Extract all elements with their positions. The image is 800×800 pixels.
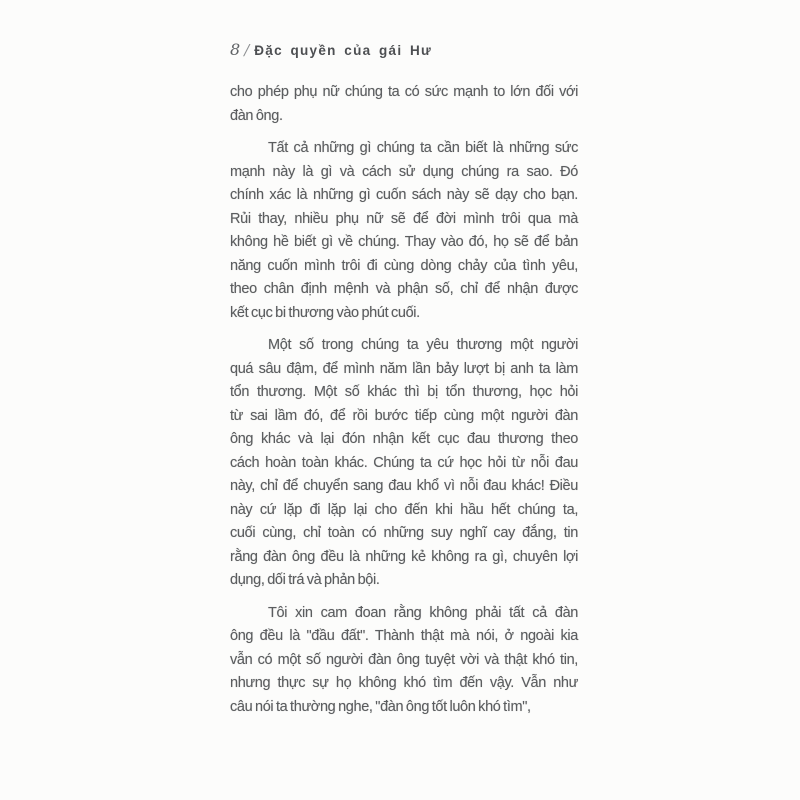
text-line: dụng, dối trá và phản bội. (230, 572, 380, 588)
text-line: Rủi thay, nhiều phụ nữ sẽ để đời mình trôi qua mà (230, 210, 578, 227)
page-header (230, 40, 432, 60)
text-line: Tất cả những gì chúng ta cần biết là những sức (268, 140, 578, 156)
text-line: năng cuốn mình trôi đi cùng dòng chảy của tình yêu, (230, 257, 578, 274)
text-line: ông khác và lại đón nhận kết cục đau thương theo (230, 431, 578, 447)
text-column (230, 81, 578, 728)
text-line: Một số trong chúng ta yêu thương một người (268, 337, 578, 353)
text-line: quá sâu đậm, để mình năm lần bảy lượt bị anh ta làm (230, 360, 578, 377)
text-line: này, chỉ để chuyển sang đau khổ vì nỗi đau khác! Điều (230, 478, 578, 494)
paragraph (230, 602, 578, 720)
text-line: câu nói ta thường nghe, "đàn ông tốt luôn khó tìm", (230, 698, 531, 715)
text-line: cuối cùng, chỉ toàn có những suy nghĩ cay đắng, tin (230, 525, 578, 541)
text-line: không hề biết gì về chúng. Thay vào đó, họ sẽ để bản (230, 234, 578, 250)
text-line: chính xác là những gì cuốn sách này sẽ dạy cho bạn. (230, 187, 578, 203)
book-title: Đặc quyền của gái Hư (254, 43, 433, 58)
text-line: tổn thương. Một số khác thì bị tổn thương, học hỏi (230, 384, 578, 400)
page-number: 8 (230, 40, 241, 59)
text-line: mạnh này là gì và cách sử dụng chúng ra sao. Đó (230, 163, 578, 180)
text-line: Tôi xin cam đoan rằng không phải tất cả đàn (268, 604, 578, 621)
text-line: cho phép phụ nữ chúng ta có sức mạnh to lớn đối với (230, 84, 578, 100)
text-line: đàn ông. (230, 107, 283, 124)
text-line: kết cục bi thương vào phút cuối. (230, 304, 420, 321)
header-separator: / (244, 41, 250, 59)
paragraph (230, 137, 578, 325)
paragraph (230, 81, 578, 128)
paragraph (230, 334, 578, 593)
text-line: ông đều là "đầu đất". Thành thật mà nói, ở ngoài kia (230, 628, 578, 644)
text-line: nhưng thực sự họ không khó tìm đến vậy. Vẫn như (230, 675, 578, 691)
text-line: từ sai lầm đó, để rồi bước tiếp cùng một người đàn (230, 407, 578, 424)
text-line: cách hoàn toàn khác. Chúng ta cứ học hỏi từ nỗi đau (230, 454, 578, 471)
text-line: theo chân định mệnh và phận số, chỉ để nhận được (230, 281, 578, 297)
text-line: rằng đàn ông đều là những kẻ không ra gì, chuyên lợi (230, 548, 578, 565)
text-line: vẫn có một số người đàn ông tuyệt vời và thật khó tin, (230, 651, 578, 668)
text-line: này cứ lặp đi lặp lại cho đến khi hầu hết chúng ta, (230, 501, 578, 518)
